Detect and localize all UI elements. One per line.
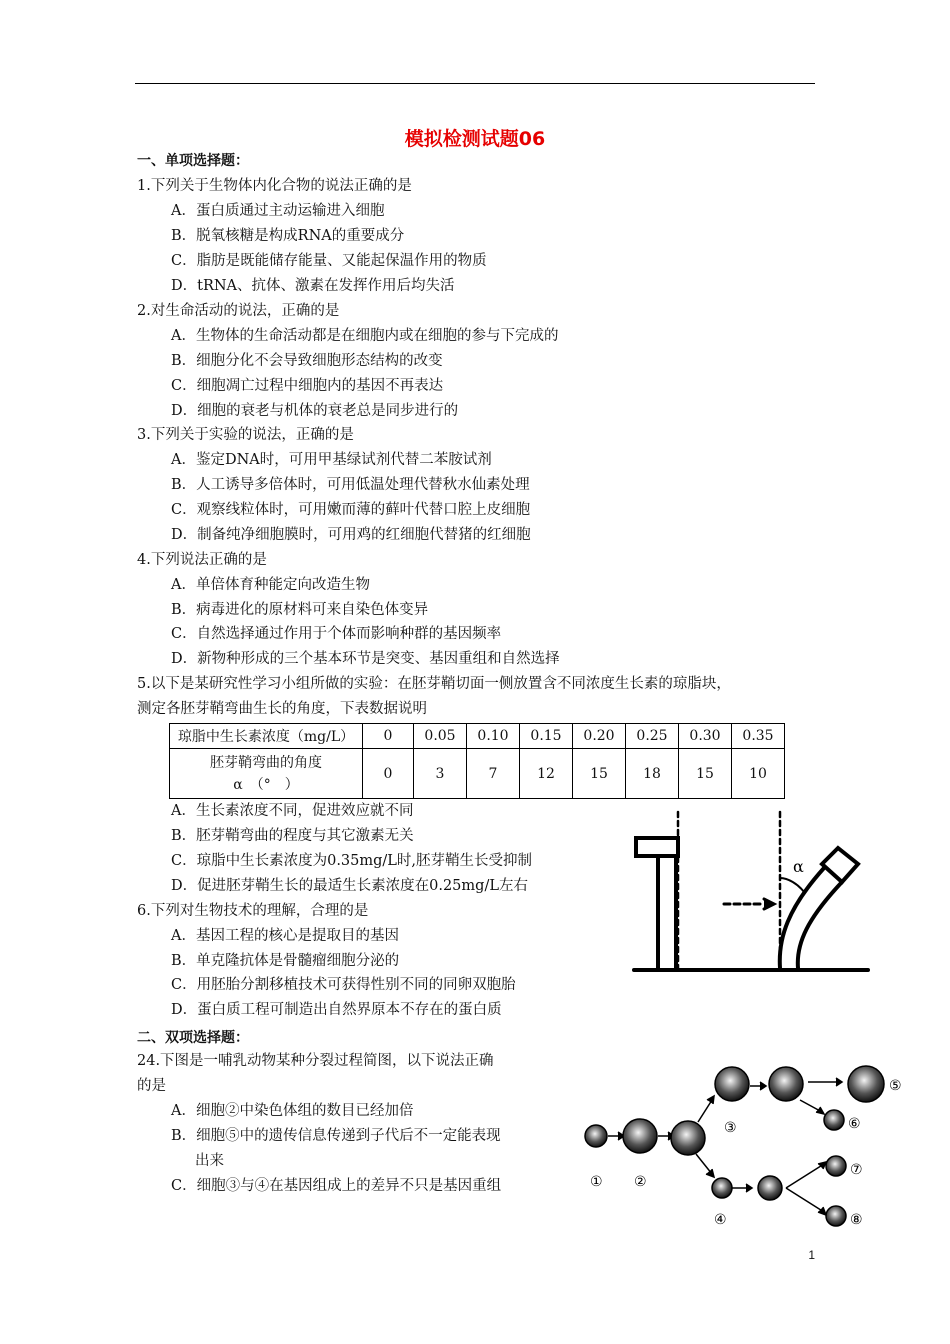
cell-label-2: ②: [634, 1174, 647, 1190]
q1-option-d: D．tRNA、抗体、激素在发挥作用后均失活: [171, 278, 455, 294]
q1-option-a: A．蛋白质通过主动运输进入细胞: [171, 203, 385, 219]
q3-option-d: D．制备纯净细胞膜时，可用鸡的红细胞代替猪的红细胞: [171, 527, 531, 543]
q2-option-d: D．细胞的衰老与机体的衰老总是同步进行的: [171, 403, 459, 419]
q6-option-c: C．用胚胎分割移植技术可获得性别不同的同卵双胞胎: [171, 977, 516, 993]
q2-stem: 2.对生命活动的说法，正确的是: [137, 303, 340, 319]
table-cell: 0.25: [626, 724, 679, 749]
cell-label-1: ①: [590, 1174, 603, 1190]
table-cell: 3: [414, 749, 467, 799]
q4-stem: 4.下列说法正确的是: [137, 552, 267, 568]
q3-option-b: B．人工诱导多倍体时，可用低温处理代替秋水仙素处理: [171, 477, 530, 493]
table-cell: 0.30: [679, 724, 732, 749]
q2-option-a: A．生物体的生命活动都是在细胞内或在细胞的参与下完成的: [171, 328, 559, 344]
q6-option-a: A．基因工程的核心是提取目的基因: [171, 928, 399, 944]
q24-option-a: A．细胞②中染色体组的数目已经加倍: [171, 1103, 414, 1119]
q4-option-c: C．自然选择通过作用于个体而影响种群的基因频率: [171, 626, 502, 642]
q5-option-a: A．生长素浓度不同，促进效应就不同: [171, 803, 414, 819]
table-row: [170, 724, 785, 749]
q24-stem-line2: 的是: [137, 1078, 166, 1094]
q5-stem-line2: 测定各胚芽鞘弯曲生长的角度，下表数据说明: [137, 701, 427, 717]
q24-option-b: B．细胞⑤中的遗传信息传递到子代后不一定能表现: [171, 1128, 501, 1144]
q2-option-b: B．细胞分化不会导致细胞形态结构的改变: [171, 353, 443, 369]
row-label-angle-line1: 胚芽鞘弯曲的角度: [210, 754, 322, 771]
table-cell: 0.35: [732, 724, 785, 749]
q4-option-b: B．病毒进化的原材料可来自染色体变异: [171, 602, 429, 618]
q5-option-b: B．胚芽鞘弯曲的程度与其它激素无关: [171, 828, 414, 844]
table-cell: 0: [363, 724, 414, 749]
q1-stem: 1.下列关于生物体内化合物的说法正确的是: [137, 178, 412, 194]
q3-stem: 3.下列关于实验的说法，正确的是: [137, 427, 354, 443]
q2-option-c: C．细胞凋亡过程中细胞内的基因不再表达: [171, 378, 444, 394]
q24-stem-line1: 24.下图是一哺乳动物某种分裂过程简图，以下说法正确: [137, 1053, 494, 1069]
table-cell: 10: [732, 749, 785, 799]
row-label-concentration: 琼脂中生长素浓度（mg/L）: [170, 724, 363, 749]
table-cell: 12: [520, 749, 573, 799]
table-row: [170, 749, 785, 799]
q24-option-b-continued: 出来: [195, 1153, 224, 1169]
figure-alpha-label: α: [793, 857, 804, 876]
q3-option-a: A．鉴定DNA时，可用甲基绿试剂代替二苯胺试剂: [171, 452, 492, 468]
cell-label-7: ⑦: [850, 1162, 863, 1178]
header-rule: [135, 83, 815, 84]
page-title: 模拟检测试题06: [404, 128, 546, 150]
cell-label-5: ⑤: [889, 1078, 902, 1094]
q6-option-b: B．单克隆抗体是骨髓瘤细胞分泌的: [171, 953, 400, 969]
table-cell: 0.05: [414, 724, 467, 749]
table-cell: 0.10: [467, 724, 520, 749]
q1-option-b: B．脱氧核糖是构成RNA的重要成分: [171, 228, 405, 244]
q5-stem-line1: 5.以下是某研究性学习小组所做的实验：在胚芽鞘切面一侧放置含不同浓度生长素的琼脂块，: [137, 676, 731, 692]
cell-label-4: ④: [714, 1212, 727, 1228]
cell-label-8: ⑧: [850, 1212, 863, 1228]
q5-option-c: C．琼脂中生长素浓度为0.35mg/L时,胚芽鞘生长受抑制: [171, 853, 533, 869]
q5-option-d: D．促进胚芽鞘生长的最适生长素浓度在0.25mg/L左右: [171, 878, 528, 894]
table-cell: 0.15: [520, 724, 573, 749]
q24-option-c: C．细胞③与④在基因组成上的差异不只是基因重组: [171, 1178, 502, 1194]
table-cell: 18: [626, 749, 679, 799]
coleoptile-figure: [628, 808, 873, 980]
row-label-angle: [170, 749, 363, 799]
auxin-data-table: [169, 723, 785, 799]
page-number: 1: [808, 1248, 815, 1262]
q4-option-a: A．单倍体育种能定向改造生物: [171, 577, 370, 593]
q1-option-c: C．脂肪是既能储存能量、又能起保温作用的物质: [171, 253, 487, 269]
cell-label-6: ⑥: [848, 1116, 861, 1132]
q4-option-d: D．新物种形成的三个基本环节是突变、基因重组和自然选择: [171, 651, 560, 667]
q6-option-d: D．蛋白质工程可制造出自然界原本不存在的蛋白质: [171, 1002, 502, 1018]
q6-stem: 6.下列对生物技术的理解，合理的是: [137, 903, 369, 919]
q3-option-c: C．观察线粒体时，可用嫩而薄的藓叶代替口腔上皮细胞: [171, 502, 531, 518]
cell-label-3: ③: [724, 1120, 737, 1136]
row-label-angle-line2: α （° ）: [233, 776, 299, 793]
cell-division-diagram: [578, 1050, 908, 1240]
table-cell: 15: [573, 749, 626, 799]
table-cell: 7: [467, 749, 520, 799]
table-cell: 0: [363, 749, 414, 799]
table-cell: 15: [679, 749, 732, 799]
section-double-choice: 二、双项选择题：: [137, 1030, 249, 1046]
section-single-choice: 一、单项选择题：: [137, 153, 249, 169]
table-cell: 0.20: [573, 724, 626, 749]
